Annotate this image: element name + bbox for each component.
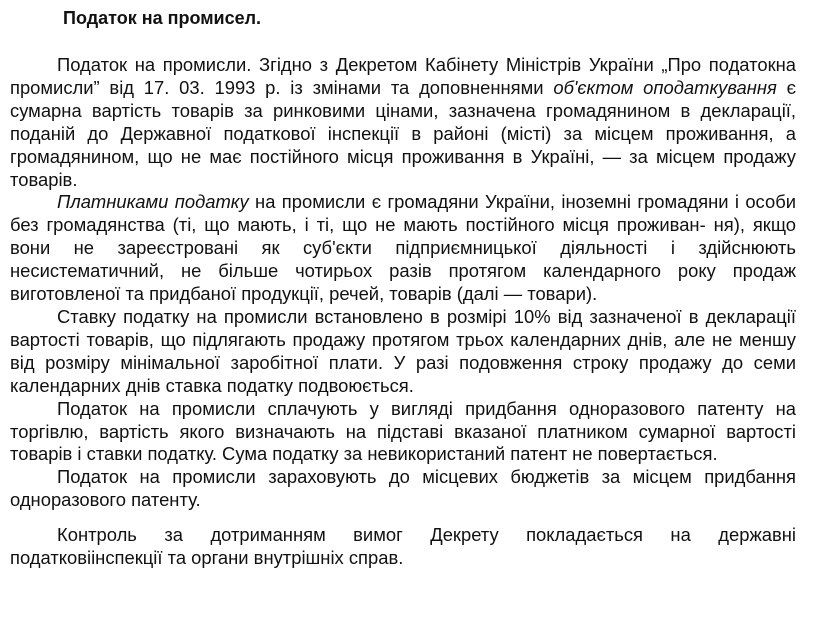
document-title: Податок на промисел. [63,8,262,28]
text-run: Ставку податку на промисли встановлено в розмірі 10% від зазначеної в декларації вартості товарів, що підлягають продажу протягом трьох календарних днів, але не меншу від розміру мінімальної заробітної плати. У разі подовження строку продажу до семи календарних днів ставка податку подвоюється. [10,305,796,396]
paragraph-budget-allocation [10,466,796,512]
paragraph-patent-payment [10,398,796,467]
paragraph-taxpayers [10,191,796,306]
italic-term-object-of-taxation: об'єктом оподаткування [553,76,777,98]
text-run: є сумарна вартість товарів за ринковими цінами, зазначена громадянином в декларації, поданій до Державної податкової інспекції в районі (місті) за місцем проживання, а громадянином, що не має постійного місця проживання в Україні, — за місцем продажу товарів. [10,76,796,190]
italic-term-taxpayers: Платниками податку [57,191,249,213]
paragraph-object-of-taxation [10,54,796,191]
text-run: на промисли є громадяни України, іноземні громадяни і особи без громадянства (ті, що мають, і ті, що не мають постійного місця проживан- ня), якщо вони не зареєстровані як суб'єкти підприємницької діяльності і здійснюють несистематичний, не більше чотирьох разів протягом календарного року продаж виготовленої та придбаної продукції, речей, товарів (далі — товари). [10,191,796,305]
paragraph-tax-rate [10,306,796,398]
text-run: Контроль за дотриманням вимог Декрету покладається на державні податковіінспекції та органи внутрішніх справ. [10,524,796,569]
text-run: Податок на промисли. Згідно з Декретом Кабінету Міністрів України „Про податокна промисли” від 17. 03. 1993 р. із змінами та доповненнями [10,54,796,98]
document-body [10,54,796,570]
paragraph-control [10,524,796,570]
text-run: Податок на промисли сплачують у вигляді придбання одноразового патенту на торгівлю, вартість якого визначають на підставі вказаної платником сумарної вартості товарів і ставки податку. Сума податку за невикористаний патент не повертається. [10,397,796,465]
text-run: Податок на промисли зараховують до місцевих бюджетів за місцем придбання одноразового патенту. [10,466,796,511]
